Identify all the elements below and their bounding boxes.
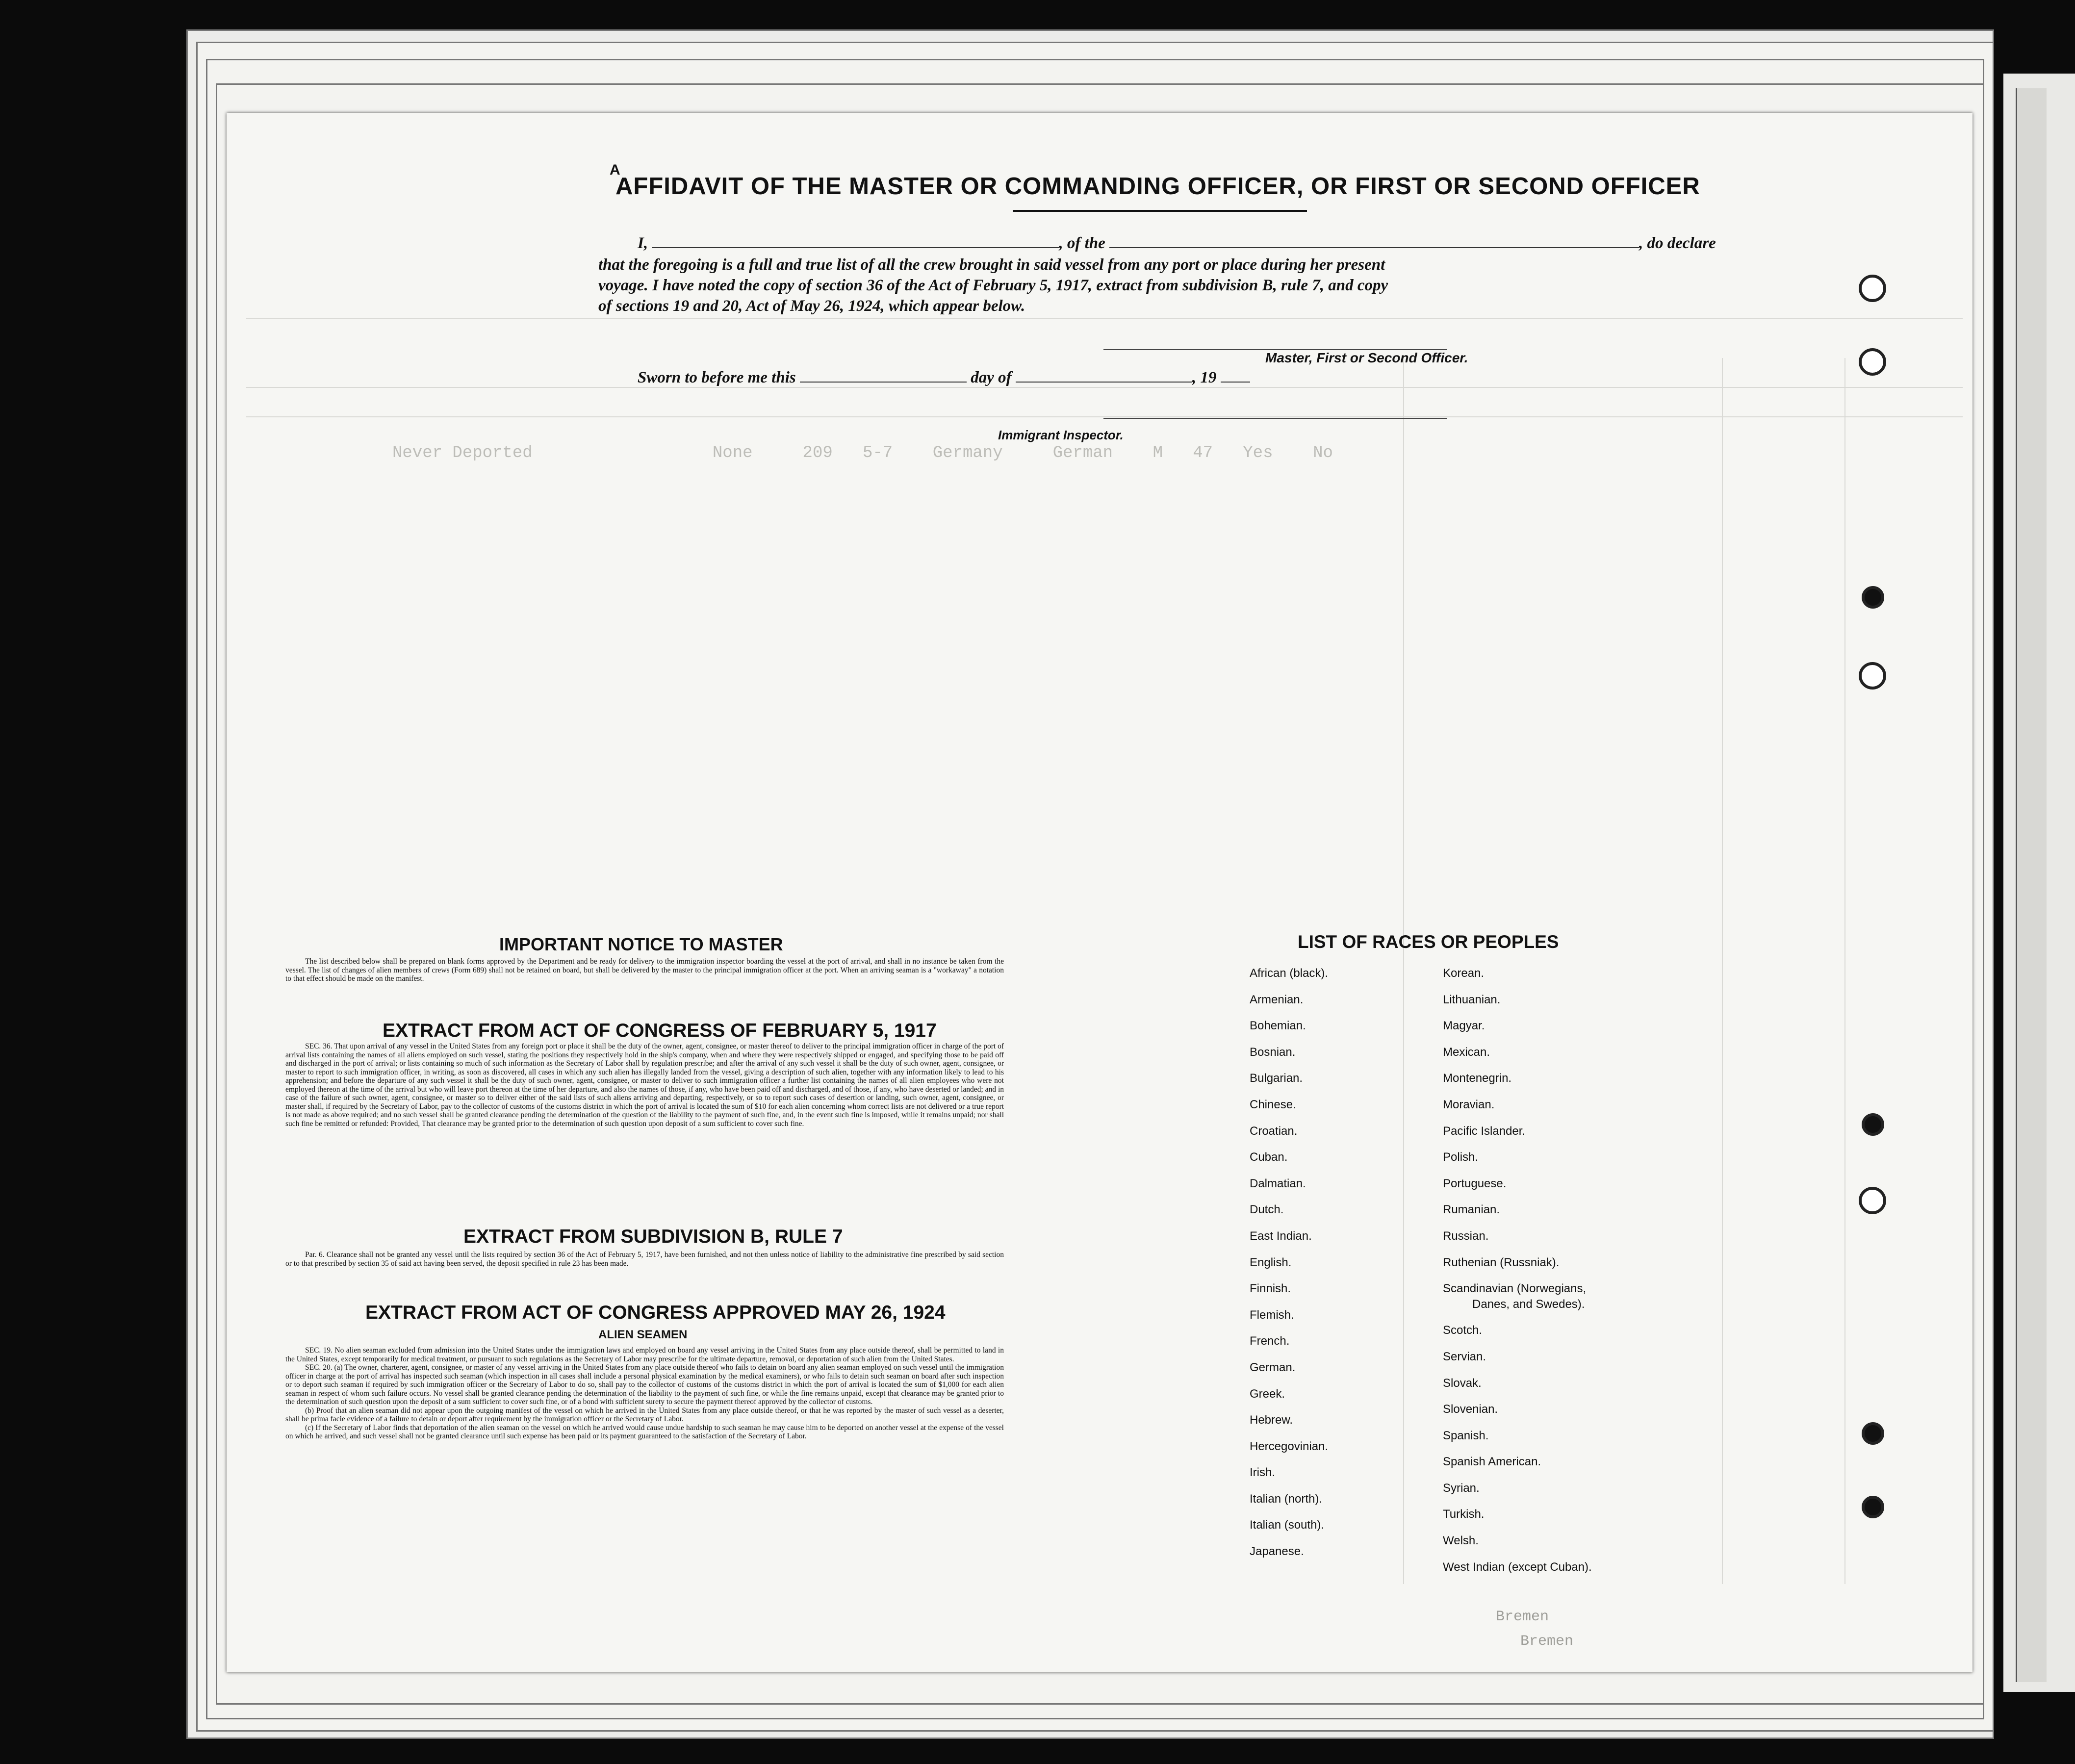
race-entry: Japanese.: [1250, 1545, 1304, 1559]
race-entry: Scandinavian (Norwegians,: [1443, 1282, 1587, 1296]
race-entry: Lithuanian.: [1443, 993, 1501, 1006]
year-label: , 19: [1192, 369, 1217, 386]
race-entry: Italian (south).: [1250, 1518, 1325, 1532]
race-entry: Pacific Islander.: [1443, 1124, 1526, 1138]
punch-hole: [1859, 348, 1886, 376]
notice-text: [285, 957, 1004, 983]
race-entry: Rumanian.: [1443, 1203, 1500, 1217]
affidavit-line-1: [638, 234, 1716, 253]
sworn-day-blank: [800, 369, 967, 383]
title-underline: [1013, 210, 1307, 212]
race-entry: Syrian.: [1443, 1481, 1480, 1495]
extract-1917-text: [285, 1042, 1004, 1128]
punch-hole: [1859, 275, 1886, 302]
affidavit-line-4: of sections 19 and 20, Act of May 26, 1924, which appear below.: [598, 297, 1025, 315]
extract-1917-title: EXTRACT FROM ACT OF CONGRESS OF FEBRUARY 5, 1917: [383, 1020, 937, 1041]
races-right-column: [1443, 960, 1592, 1580]
bleed-through-note: Bremen: [1496, 1609, 1549, 1625]
race-entry: Moravian.: [1443, 1098, 1495, 1111]
section-20c-paragraph: (c) If the Secretary of Labor finds that deportation of the alien seaman on the vessel on which he arrived would cause undue hardship to such seaman he may cause him to be deported on another vessel at the expense of the vessel on which he arrived, and such vessel shall not be granted clearance until such expense has been paid or its payment guaranteed to the satisfaction of the Secretary of Labor.: [285, 1423, 1004, 1440]
race-entry: East Indian.: [1250, 1229, 1312, 1243]
affidavit-line-2: that the foregoing is a full and true list of all the crew brought in said vessel from any port or place during her present: [598, 256, 1385, 274]
race-entry: Bulgarian.: [1250, 1072, 1303, 1085]
race-entry: Cuban.: [1250, 1150, 1288, 1164]
races-title: LIST OF RACES OR PEOPLES: [1298, 932, 1559, 952]
sworn-label: Sworn to before me this: [638, 369, 796, 386]
affidavit-title: AFFIDAVIT OF THE MASTER OR COMMANDING OFFICER, OR FIRST OR SECOND OFFICER: [615, 173, 1700, 200]
race-entry: Mexican.: [1443, 1045, 1490, 1059]
punch-hole: [1859, 1187, 1886, 1214]
race-entry: Spanish American.: [1443, 1455, 1541, 1469]
race-entry: Hercegovinian.: [1250, 1439, 1329, 1453]
notice-paragraph: The list described below shall be prepared on blank forms approved by the Department and be ready for delivery to the immigration inspector boarding the vessel at the port of arrival, and shall in no instance be taken from the vessel. The list of changes of alien members of crews (Form 689) shall not be retained on board, but shall be delivered by the master to the principal immigration officer at the port. When an arriving seaman is a "workaway" a notation to that effect should be made on the manifest.: [285, 957, 1004, 983]
alien-seamen-subtitle: ALIEN SEAMEN: [598, 1328, 688, 1341]
sworn-month-blank: [1016, 369, 1192, 383]
sworn-year-blank: [1221, 369, 1250, 383]
master-signature-label: Master, First or Second Officer.: [1265, 350, 1468, 365]
race-entry: French.: [1250, 1334, 1290, 1348]
races-left-column: [1250, 960, 1328, 1565]
race-entry: Bohemian.: [1250, 1019, 1306, 1033]
race-entry: Slovak.: [1443, 1376, 1482, 1390]
inspector-label: Immigrant Inspector.: [998, 428, 1124, 442]
section-19-paragraph: SEC. 19. No alien seaman excluded from admission into the United States under the immigration laws and employed on board any vessel arriving in the United States from any place outside thereof, shall be permitted to land in the United States, except temporarily for medical treatment, or pursuant to such regulations as the Secretary of Labor may prescribe for the ultimate departure, removal, or deportation of such alien from the United States.: [285, 1346, 1004, 1363]
declare-label: , do declare: [1639, 234, 1716, 252]
punch-hole: [1862, 1422, 1884, 1445]
section-36-paragraph: SEC. 36. That upon arrival of any vessel in the United States from any foreign port or place it shall be the duty of the owner, agent, consignee, or master thereof to deliver to the principal immigration officer in charge of the port of arrival lists containing the names of all aliens employed on such vessel, stating the positions they respectively hold in the ship's company, when and where they were respectively shipped or engaged, and specifying those to be paid off and discharged in the port of arrival; or lists containing so much of such information as the Secretary of Labor shall by regulation prescribe; and after the arrival of any such vessel it shall be the duty of such owner, agent, consignee, or master to report to such immigration officer, in writing, as soon as discovered, all cases in which any such alien has illegally landed from the vessel, giving a description of such alien, together with any information likely to lead to his apprehension; and before the departure of any such vessel it shall be the duty of such owner, agent, consignee, or master to deliver to such immigration officer a further list containing the names of all alien employees who were not employed thereon at the time of the arrival but who will leave port thereon at the time of her departure, and also the names of those, if any, who have been paid off and discharged, and of those, if any, who have deserted or landed; and in case of the failure of such owner, agent, consignee, or master so to deliver either of the said lists of such aliens arriving and departing, respectively, or so to report such cases of desertion or landing, such owner, agent, consignee, or master shall, if required by the Secretary of Labor, pay to the collector of customs of the customs district in which the port of arrival is located the sum of $10 for each alien concerning whom correct lists are not delivered or a true report is not made as above required; and no such vessel shall be granted clearance pending the determination of the question of the liability to the payment of such fine, and, in the event such fine is imposed, while it remains unpaid; nor shall such fine be remitted or refunded: Provided, That clearance may be granted prior to the determination of such question upon deposit of a sum sufficient to cover such fine.: [285, 1042, 1004, 1128]
vessel-label: , of the: [1059, 234, 1105, 252]
race-entry: English.: [1250, 1255, 1292, 1269]
race-entry: Slovenian.: [1443, 1403, 1498, 1416]
extract-1924-title: EXTRACT FROM ACT OF CONGRESS APPROVED MAY 26, 1924: [365, 1302, 946, 1323]
punch-hole: [1862, 1113, 1884, 1136]
race-entry: Ruthenian (Russniak).: [1443, 1255, 1560, 1269]
race-entry: Montenegrin.: [1443, 1072, 1512, 1085]
bleed-through-note: Bremen: [1520, 1633, 1574, 1650]
officer-name-blank: [652, 234, 1059, 248]
race-entry: Dutch.: [1250, 1203, 1284, 1217]
rule-7-title: EXTRACT FROM SUBDIVISION B, RULE 7: [463, 1226, 843, 1247]
inspector-signature-line: [1103, 418, 1447, 419]
race-entry: Korean.: [1443, 967, 1485, 980]
race-entry: Spanish.: [1443, 1429, 1489, 1442]
punch-hole: [1859, 662, 1886, 690]
race-entry: Servian.: [1443, 1350, 1486, 1363]
race-entry: Dalmatian.: [1250, 1176, 1306, 1190]
race-entry: Finnish.: [1250, 1282, 1291, 1296]
sworn-line: [638, 369, 1250, 387]
race-entry: Armenian.: [1250, 993, 1304, 1006]
race-entry: Welsh.: [1443, 1534, 1479, 1548]
extract-1924-text: [285, 1346, 1004, 1441]
punch-hole: [1862, 586, 1884, 609]
race-entry: Polish.: [1443, 1150, 1479, 1164]
race-entry: Magyar.: [1443, 1019, 1485, 1033]
declarant-label: I,: [638, 234, 648, 252]
race-entry: West Indian (except Cuban).: [1443, 1560, 1592, 1574]
affidavit-line-3: voyage. I have noted the copy of section 36 of the Act of February 5, 1917, extract from subdivision B, rule 7, and copy: [598, 277, 1388, 294]
race-entry: Bosnian.: [1250, 1045, 1296, 1059]
race-entry: Flemish.: [1250, 1308, 1294, 1322]
race-entry: Italian (north).: [1250, 1492, 1323, 1506]
race-entry: Turkish.: [1443, 1508, 1485, 1521]
race-entry: Croatian.: [1250, 1124, 1298, 1138]
notice-title: IMPORTANT NOTICE TO MASTER: [499, 934, 783, 954]
adjacent-page-edge: [2016, 88, 2047, 1682]
rule-7-text: [285, 1251, 1004, 1268]
section-20a-paragraph: SEC. 20. (a) The owner, charterer, agent, consignee, or master of any vessel arriving in the United States from any place outside thereof who fails to detain on board any alien seaman employed on such vessel until the immigration officer in charge at the port of arrival has inspected such seaman (which inspection in all cases shall include a personal physical examination by the medical examiners), or who fails to detain such seaman on board after such inspection or to deport such seaman if required by such immigration officer or the Secretary of Labor to do so, shall pay to the collector of customs of the customs district in which the port of arrival is located the sum of $1,000 for each alien seaman in respect of whom such failure occurs. No vessel shall be granted clearance pending the determination of the liability to the payment of such fine, or while the fine remains unpaid, except that clearance may be granted prior to the determination of such question upon the deposit of a sum sufficient to cover such fine, or of a bond with sufficient surety to secure the payment thereof approved by the collector of customs.: [285, 1363, 1004, 1406]
race-entry: Scotch.: [1443, 1324, 1483, 1337]
day-of-label: day of: [971, 369, 1012, 386]
race-entry: Irish.: [1250, 1466, 1276, 1480]
punch-hole: [1862, 1496, 1884, 1518]
race-entry: Greek.: [1250, 1387, 1285, 1401]
bleed-through-row: Never Deported None 209 5-7 Germany German M 47 Yes No: [392, 444, 1333, 462]
rule-7-paragraph: Par. 6. Clearance shall not be granted any vessel until the lists required by section 36 of the Act of February 5, 1917, have been furnished, and not then unless notice of liability to the administrative fine prescribed by said section or to that prescribed by section 35 of said act having been served, the deposit specified in rule 23 has been made.: [285, 1251, 1004, 1268]
vessel-name-blank: [1109, 234, 1639, 248]
race-entry: Chinese.: [1250, 1098, 1296, 1111]
race-entry: Portuguese.: [1443, 1176, 1507, 1190]
race-entry: German.: [1250, 1360, 1296, 1374]
race-entry: African (black).: [1250, 967, 1329, 980]
section-20b-paragraph: (b) Proof that an alien seaman did not appear upon the outgoing manifest of the vessel on which he arrived in the United States from any place outside thereof, or that he was reported by the master of such vessel as a deserter, shall be prima facie evidence of a failure to detain or deport after requirement by the immigration officer or the Secretary of Labor.: [285, 1406, 1004, 1423]
section-marker: A: [610, 162, 620, 178]
race-entry: Hebrew.: [1250, 1413, 1293, 1427]
race-entry: Russian.: [1443, 1229, 1489, 1243]
race-entry: Danes, and Swedes).: [1472, 1297, 1585, 1311]
